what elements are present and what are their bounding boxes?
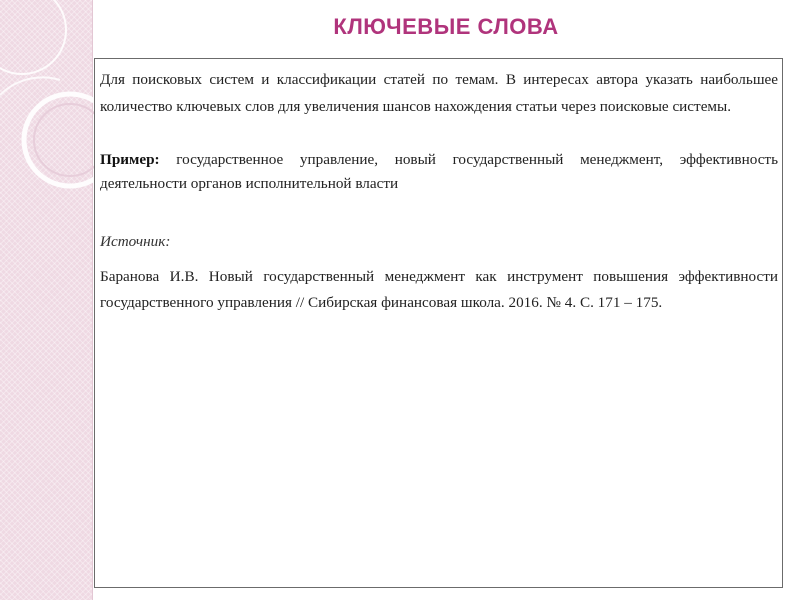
decorative-side-strip [0,0,93,600]
example-label: Пример: [100,151,160,168]
source-label: Источник: [100,233,171,250]
intro-paragraph: Для поисковых систем и классификации статей по темам. В интересах автора указать наибольшее количество ключевых слов для увеличения шансов нахождения статьи через поисковые системы. [100,71,778,115]
example-text: государственное управление, новый государственный менеджмент, эффективность деятельности органов исполнительной власти [100,151,778,192]
example-paragraph [100,148,778,196]
citation-paragraph: Баранова И.В. Новый государственный менеджмент как инструмент повышения эффективности государственного управления // Сибирская финансовая школа. 2016. № 4. С. 171 – 175. [100,268,778,311]
content-box [94,58,783,588]
slide-title: КЛЮЧЕВЫЕ СЛОВА [333,14,559,39]
